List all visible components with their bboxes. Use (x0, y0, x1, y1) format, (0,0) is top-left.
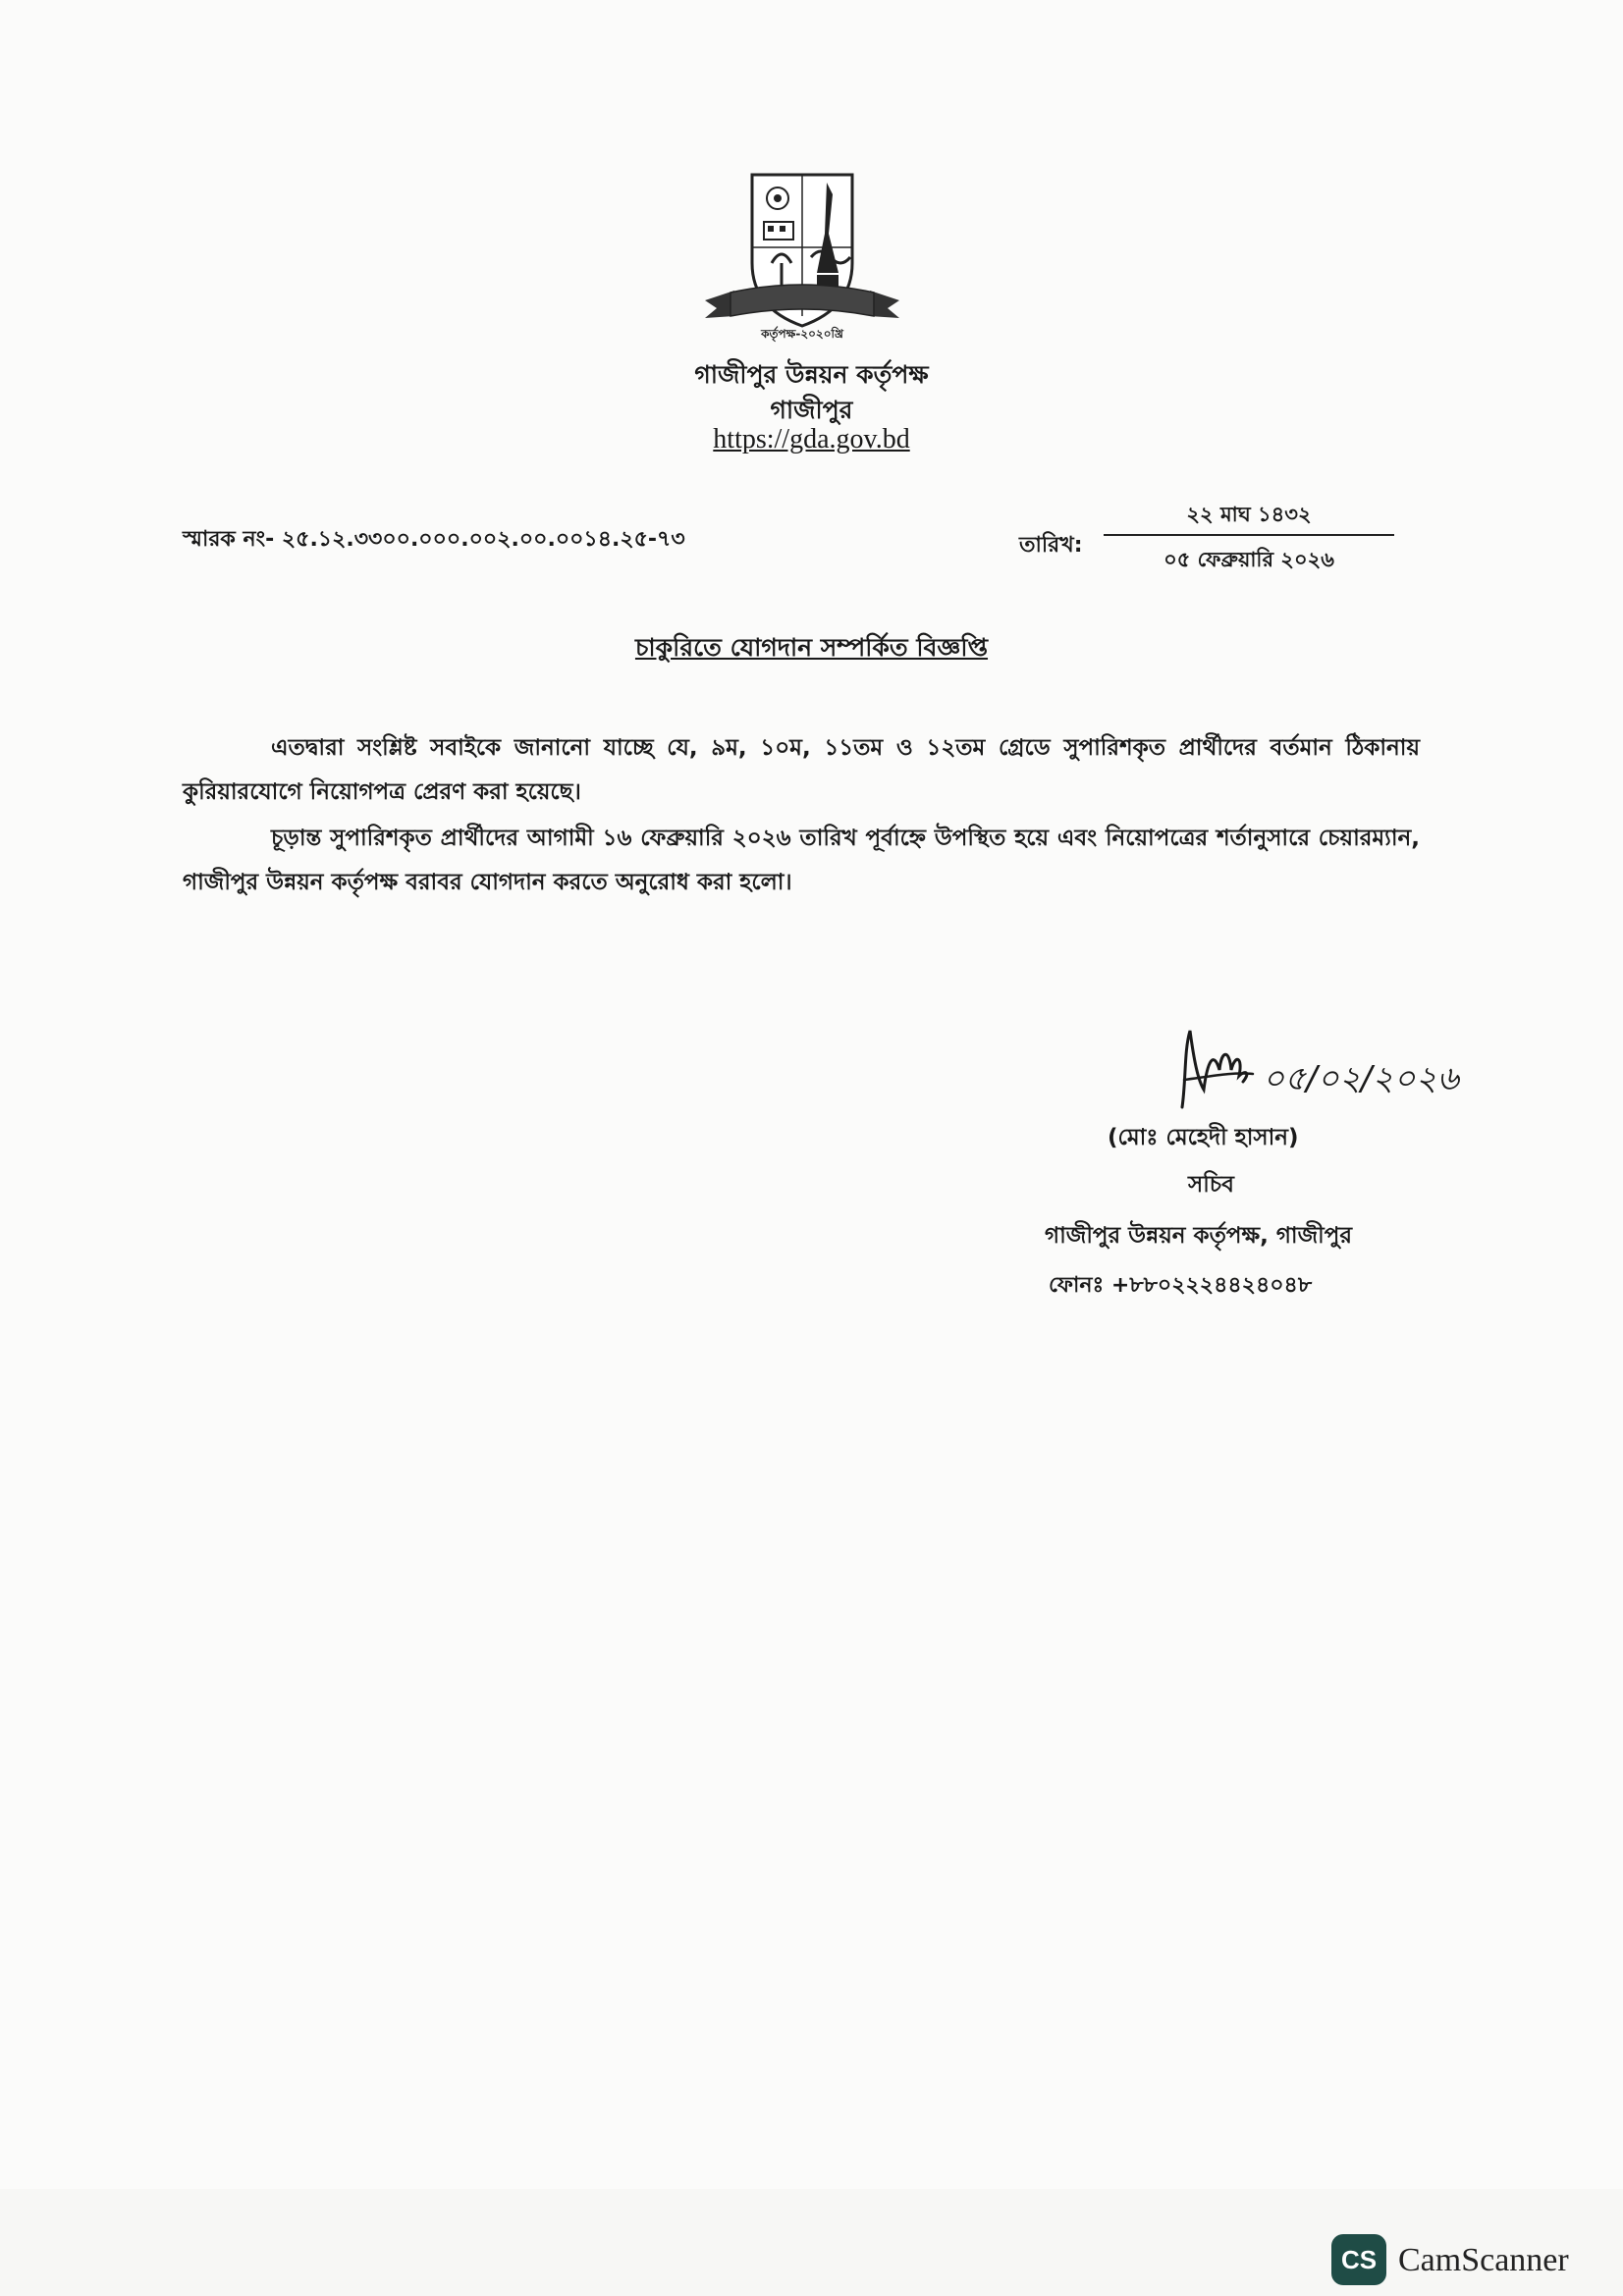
signatory-phone: ফোনঃ +৮৮০২২২৪৪২৪০৪৮ (1049, 1273, 1313, 1298)
date-label: তারিখ: (1019, 533, 1083, 558)
organization-name: গাজীপুর উন্নয়ন কর্তৃপক্ষ (694, 360, 929, 389)
organization-url-link[interactable]: https://gda.gov.bd (713, 424, 910, 454)
date-gregorian: ০৫ ফেব্রুয়ারি ২০২৬ (1163, 548, 1334, 571)
notice-body (183, 726, 1420, 907)
date-block (1104, 499, 1394, 578)
signatory-designation: সচিব (1188, 1172, 1234, 1198)
notice-paragraph: চূড়ান্ত সুপারিশকৃত প্রার্থীদের আগামী ১৬ ফেব্রুয়ারি ২০২৬ তারিখ পূর্বাহ্নে উপস্থিত হয়ে এবং নিয়োপত্রের শর্তানুসারে চেয়ারম্যান, গাজীপুর উন্নয়ন কর্তৃপক্ষ বরাবর যোগদান করতে অনুরোধ করা হলো। (183, 826, 1420, 895)
signatory-name: (মোঃ মেহেদী হাসান) (1108, 1125, 1299, 1150)
notice-title: চাকুরিতে যোগদান সম্পর্কিত বিজ্ঞপ্তি (634, 633, 989, 662)
date-divider (1104, 534, 1394, 536)
signature-date: ০৫/০২/২০২৬ (1263, 1059, 1459, 1098)
gda-emblem-logo (695, 169, 909, 346)
date-bangla: ২২ মাঘ ১৪৩২ (1186, 503, 1312, 526)
camscanner-text: CamScanner (1398, 2242, 1569, 2278)
logo-caption: কর্তৃপক্ষ-২০২০খ্রি (761, 327, 843, 341)
memo-reference: স্মারক নং- ২৫.১২.৩৩০০.০০০.০০২.০০.০০১৪.২৫-৭৩ (183, 527, 685, 552)
signatory-office: গাজীপুর উন্নয়ন কর্তৃপক্ষ, গাজীপুর (1045, 1223, 1353, 1249)
notice-paragraph: এতদ্বারা সংশ্লিষ্ট সবাইকে জানানো যাচ্ছে যে, ৯ম, ১০ম, ১১তম ও ১২তম গ্রেডে সুপারিশকৃত প্রার্থীদের বর্তমান ঠিকানায় কুরিয়ারযোগে নিয়োগপত্র প্রেরণ করা হয়েছে। (183, 735, 1420, 805)
organization-city: গাজীপুর (770, 396, 853, 424)
handwritten-signature (1174, 1021, 1498, 1119)
camscanner-logo-icon: CS (1331, 2234, 1386, 2285)
